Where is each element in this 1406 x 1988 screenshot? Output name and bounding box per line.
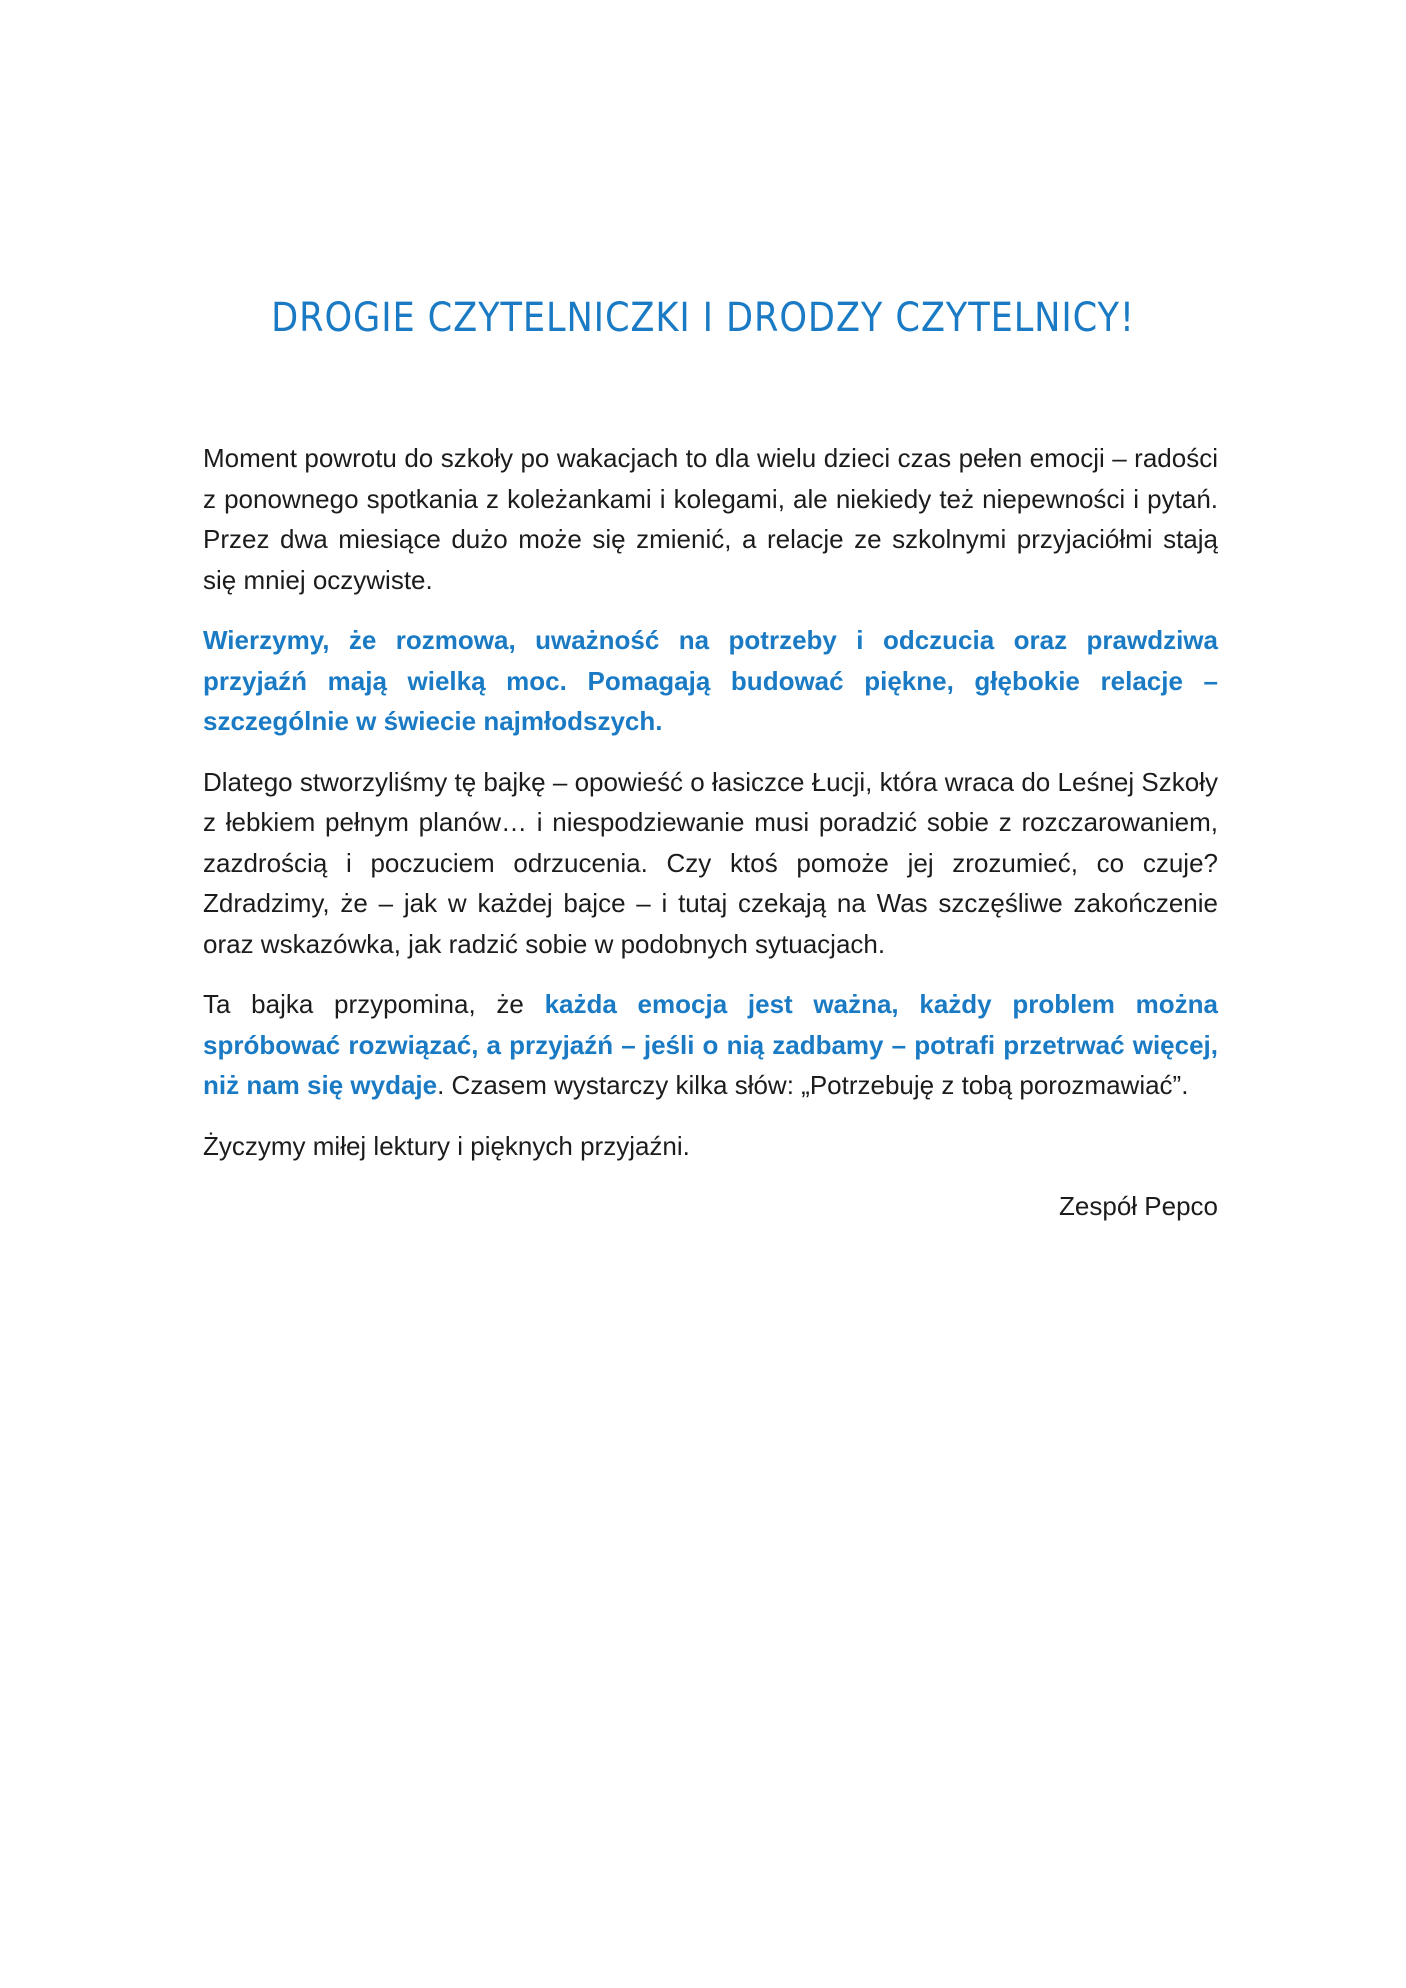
message-text-start: Ta bajka przypomina, że	[203, 989, 545, 1019]
letter-body	[203, 438, 1218, 1247]
paragraph-intro: Moment powrotu do szkoły po wakacjach to dla wielu dzieci czas pełen emocji – radości z ponownego spotkania z koleżankami i kolegami, ale niekiedy też niepewności i pytań. Przez dwa miesiące dużo może się zmienić, a relacje ze szkolnymi przyjaciółmi stają się mniej oczywiste.	[203, 443, 1218, 595]
message-highlight: każda emocja jest ważna, każdy problem można spróbować rozwiązać, a przyjaźń – jeśli o nią zadbamy – potrafi przetrwać więcej, niż nam się wydaje	[203, 989, 1218, 1100]
paragraph-highlight: Wierzymy, że rozmowa, uważność na potrzeby i odczucia oraz prawdziwa przyjaźń mają wielką moc. Pomagają budować piękne, głębokie relacje – szczególnie w świecie najmłodszych.	[203, 625, 1218, 736]
paragraph-wishes: Życzymy miłej lektury i pięknych przyjaźni.	[203, 1130, 690, 1161]
page-title: DROGIE CZYTELNICZKI I DRODZY CZYTELNICY!	[271, 295, 1135, 341]
paragraph-story: Dlatego stworzyliśmy tę bajkę – opowieść o łasiczce Łucji, która wraca do Leśnej Szkoły z łebkiem pełnym planów… i niespodziewanie musi poradzić sobie z rozczarowaniem, zazdrością i poczuciem odrzucenia. Czy ktoś pomoże jej zrozumieć, co czuje? Zdradzimy, że – jak w każdej bajce – i tutaj czekają na Was szczęśliwe zakończenie oraz wskazówka, jak radzić sobie w podobnych sytuacjach.	[203, 766, 1218, 959]
signature: Zespół Pepco	[1059, 1191, 1218, 1221]
paragraph-message	[203, 984, 1218, 1106]
message-text-end: . Czasem wystarczy kilka słów: „Potrzebuję z tobą porozmawiać”.	[437, 1070, 1189, 1100]
